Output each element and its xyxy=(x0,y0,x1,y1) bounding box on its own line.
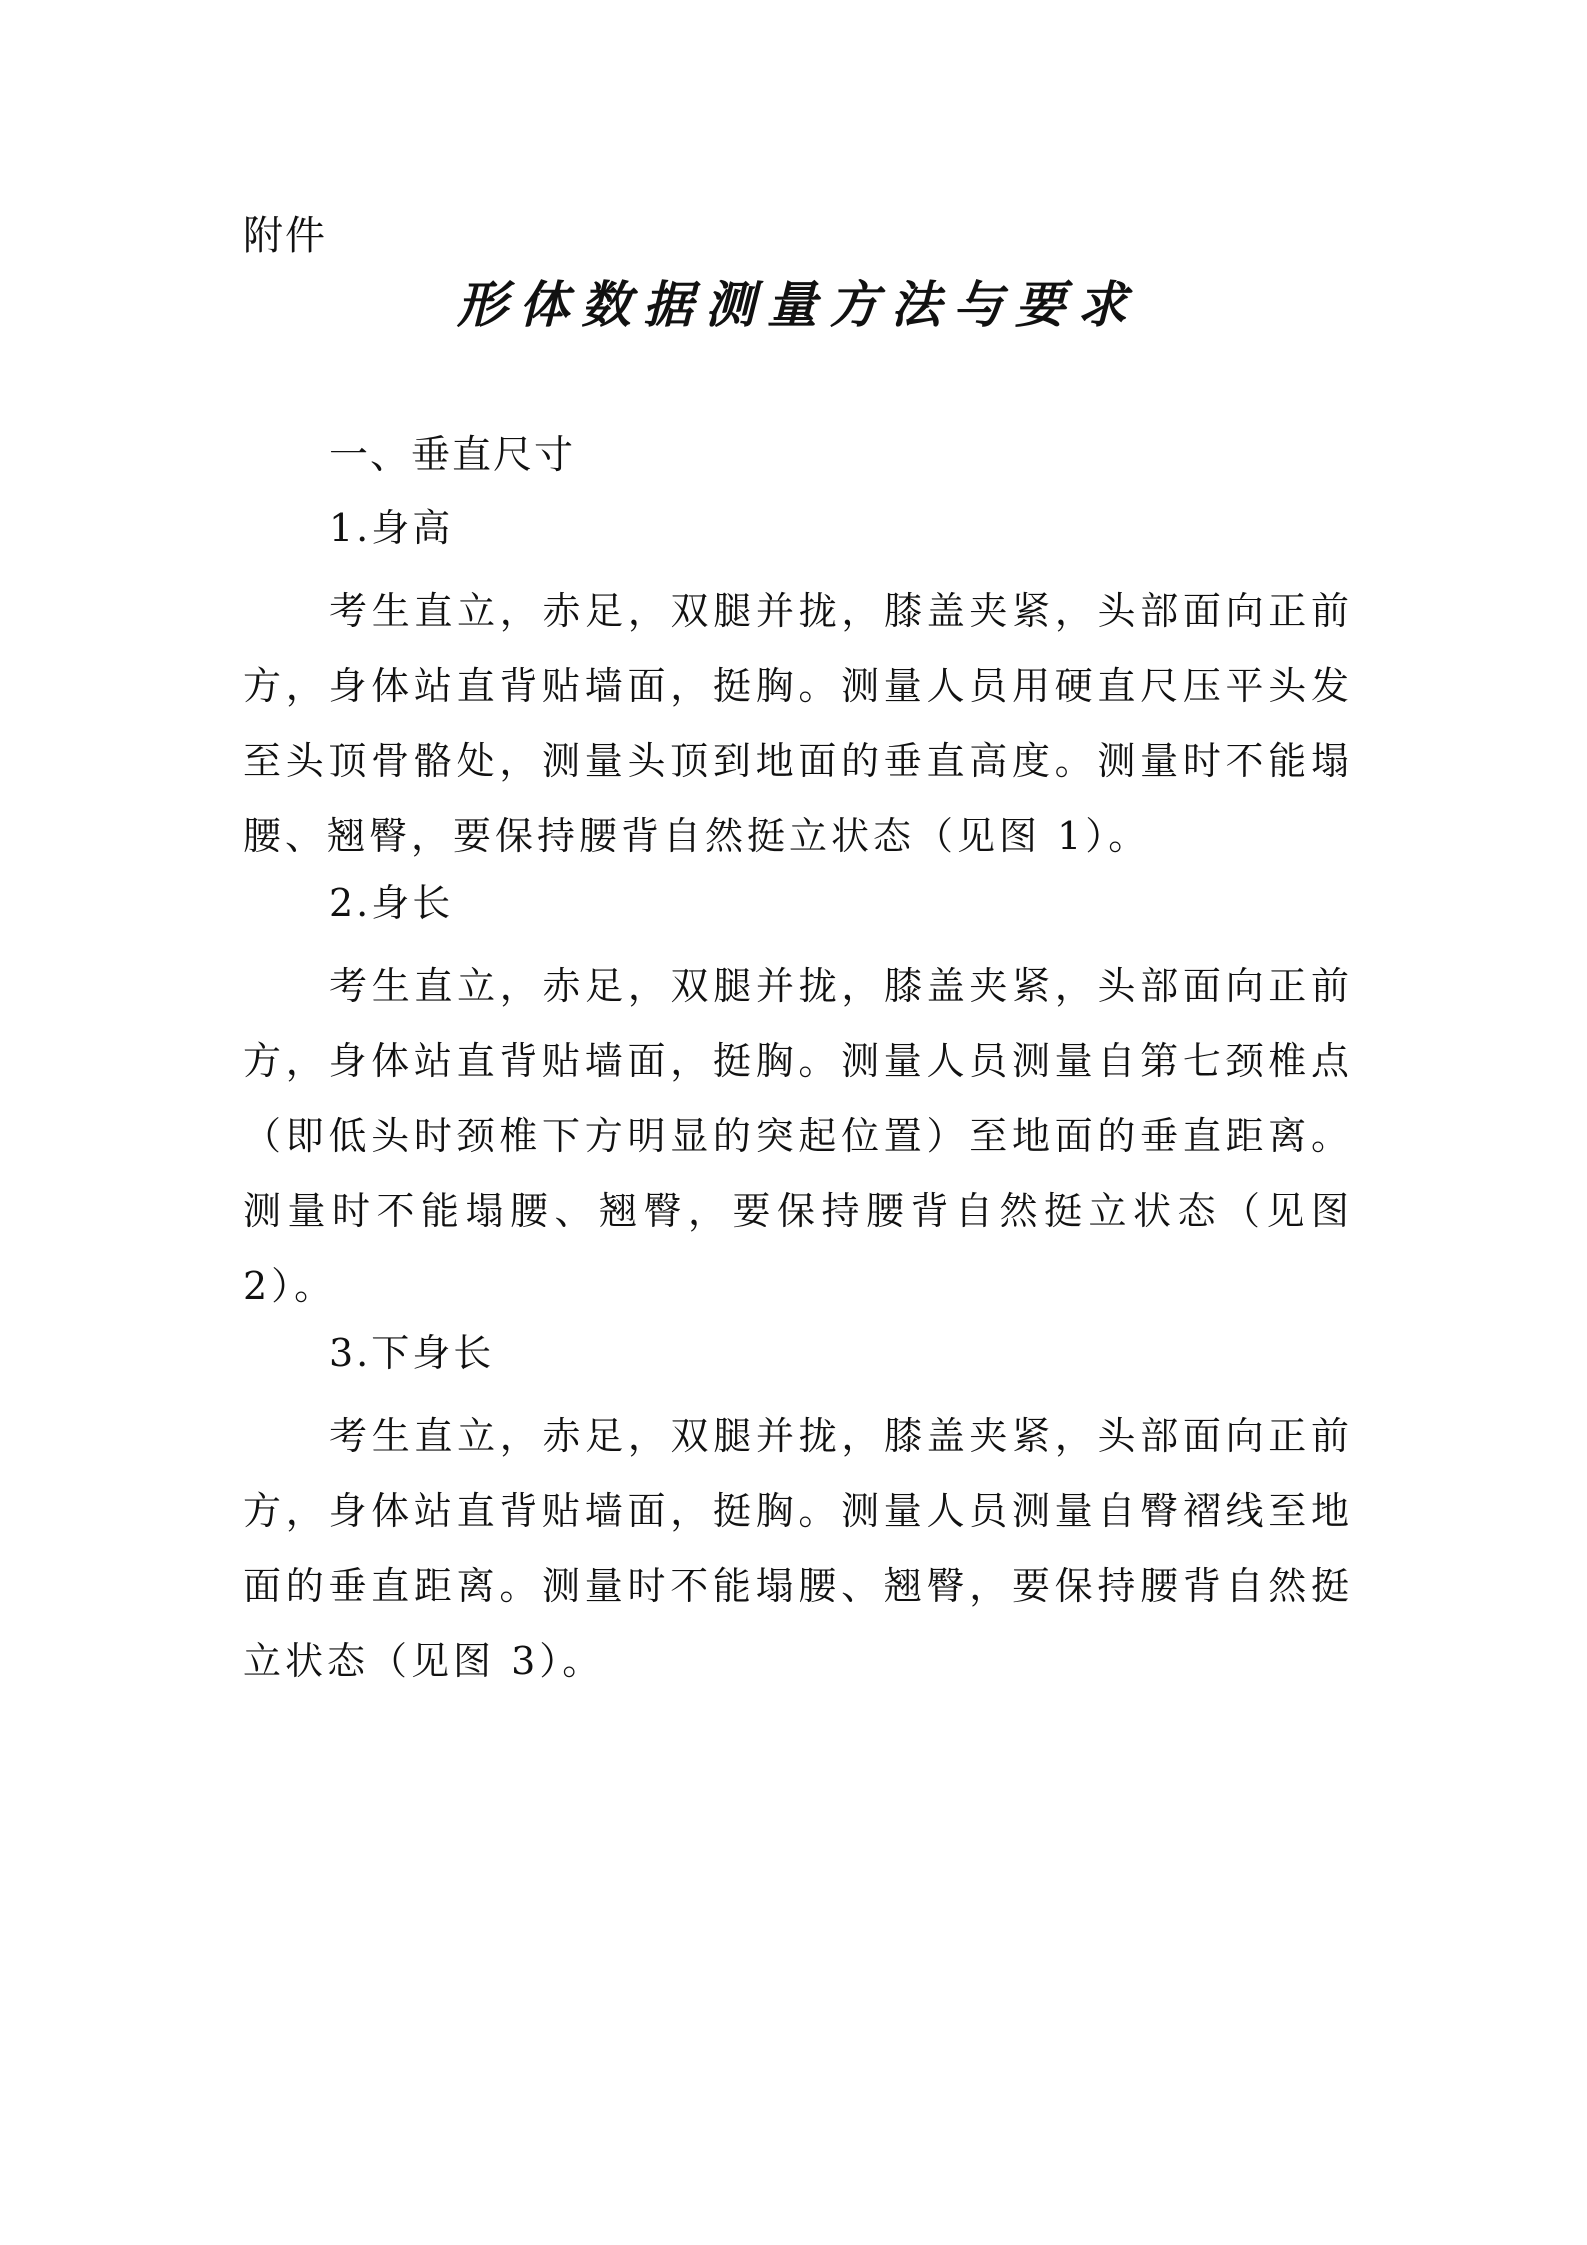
item-text-body-length: 考生直立，赤足，双腿并拢，膝盖夹紧，头部面向正前方，身体站直背贴墙面，挺胸。测量人员测量自第七颈椎点（即低头时颈椎下方明显的突起位置）至地面的垂直距离。测量时不能塌腰、翘臀，要保持腰背自然挺立状态（见图 2）。 xyxy=(243,964,1353,1308)
item-text-height: 考生直立，赤足，双腿并拢，膝盖夹紧，头部面向正前方，身体站直背贴墙面，挺胸。测量人员用硬直尺压平头发至头顶骨骼处，测量头顶到地面的垂直高度。测量时不能塌腰、翘臀，要保持腰背自然挺立状态（见图 1）。 xyxy=(243,589,1353,858)
section-heading: 一、垂直尺寸 xyxy=(329,433,576,478)
item-text-lower-body-length: 考生直立，赤足，双腿并拢，膝盖夹紧，头部面向正前方，身体站直背贴墙面，挺胸。测量人员测量自臀褶线至地面的垂直距离。测量时不能塌腰、翘臀，要保持腰背自然挺立状态（见图 3）。 xyxy=(243,1414,1353,1683)
item-heading-height: 1.身高 xyxy=(329,506,454,550)
item-heading-body-length: 2.身长 xyxy=(329,881,454,925)
attachment-label: 附件 xyxy=(243,213,327,259)
item-heading-lower-body-length: 3.下身长 xyxy=(329,1331,495,1375)
document-body xyxy=(243,425,1353,1699)
document-title: 形体数据测量方法与要求 xyxy=(457,275,1139,334)
